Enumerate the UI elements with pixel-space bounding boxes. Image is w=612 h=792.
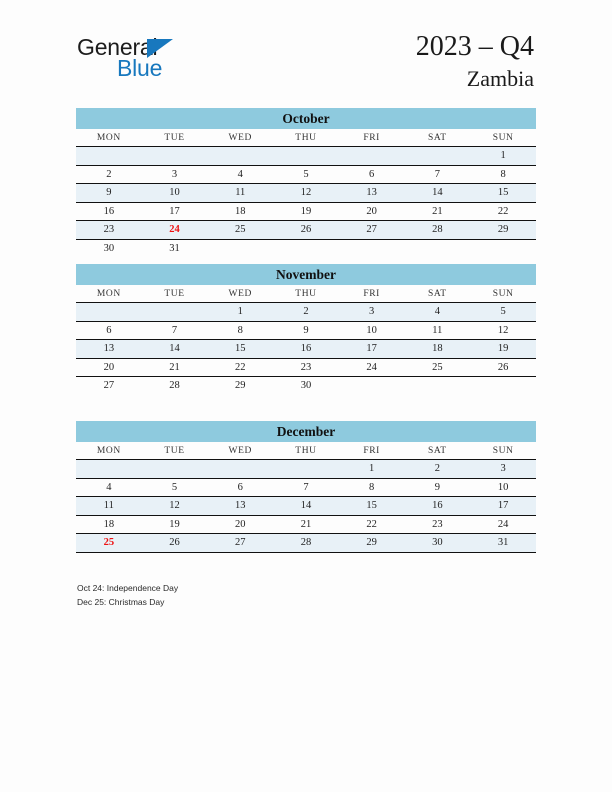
calendar-day-20: 20 (207, 515, 273, 534)
calendar-day-25: 25 (405, 358, 471, 377)
calendar-week-row (76, 340, 536, 359)
weekday-header-sat: SAT (405, 442, 471, 460)
calendar-day-21: 21 (273, 515, 339, 534)
calendar-day-12: 12 (470, 321, 536, 340)
calendar-day-7: 7 (142, 321, 208, 340)
calendar-day-24: 24 (470, 515, 536, 534)
month-title: November (76, 264, 536, 285)
calendar-day-9: 9 (273, 321, 339, 340)
calendar-day-1: 1 (207, 303, 273, 322)
weekday-header-wed: WED (207, 129, 273, 147)
calendar-day-empty (405, 147, 471, 166)
legend-item-0: Oct 24: Independence Day (77, 583, 179, 593)
calendar-day-4: 4 (207, 165, 273, 184)
calendar-day-empty (76, 147, 142, 166)
calendar-day-22: 22 (207, 358, 273, 377)
calendar-day-14: 14 (273, 497, 339, 516)
calendar-table-october (76, 129, 536, 257)
weekday-header-fri: FRI (339, 129, 405, 147)
calendar-day-empty (339, 147, 405, 166)
calendar-day-8: 8 (339, 478, 405, 497)
calendar-day-31: 31 (470, 534, 536, 553)
calendar-day-empty (339, 377, 405, 395)
calendar-week-row (76, 497, 536, 516)
calendar-day-12: 12 (142, 497, 208, 516)
calendar-day-empty (273, 239, 339, 257)
weekday-header-sat: SAT (405, 285, 471, 303)
calendar-day-22: 22 (339, 515, 405, 534)
calendar-day-26: 26 (470, 358, 536, 377)
legend-item-1: Dec 25: Christmas Day (77, 597, 165, 608)
calendar-day-17: 17 (142, 202, 208, 221)
calendar-day-15: 15 (207, 340, 273, 359)
calendar-day-9: 9 (76, 184, 142, 203)
calendar-body (76, 147, 536, 258)
calendar-day-empty (76, 460, 142, 479)
calendar-day-30: 30 (273, 377, 339, 395)
calendar-week-row (76, 534, 536, 553)
calendar-day-31: 31 (142, 239, 208, 257)
weekday-header-tue: TUE (142, 129, 208, 147)
calendar-day-10: 10 (339, 321, 405, 340)
page-subtitle-country: Zambia (466, 65, 534, 91)
calendar-day-6: 6 (207, 478, 273, 497)
calendar-week-row (76, 147, 536, 166)
calendar-day-15: 15 (339, 497, 405, 516)
calendar-day-18: 18 (207, 202, 273, 221)
calendar-day-25: 25 (76, 534, 142, 553)
calendar-week-row (76, 303, 536, 322)
weekday-header-mon: MON (76, 129, 142, 147)
calendar-table-november (76, 285, 536, 395)
calendar-day-empty (142, 303, 208, 322)
calendar-day-19: 19 (142, 515, 208, 534)
calendar-day-17: 17 (339, 340, 405, 359)
calendar-day-empty (273, 147, 339, 166)
calendar-day-empty (76, 303, 142, 322)
weekday-header-sat: SAT (405, 129, 471, 147)
calendar-day-19: 19 (470, 340, 536, 359)
calendar-day-2: 2 (273, 303, 339, 322)
calendar-day-13: 13 (207, 497, 273, 516)
calendar-day-22: 22 (470, 202, 536, 221)
calendar-day-3: 3 (142, 165, 208, 184)
calendar-day-empty (142, 460, 208, 479)
calendar-day-24: 24 (339, 358, 405, 377)
calendar-week-row (76, 377, 536, 395)
calendar-day-8: 8 (207, 321, 273, 340)
calendar-day-6: 6 (76, 321, 142, 340)
calendar-day-27: 27 (207, 534, 273, 553)
calendar-day-empty (470, 377, 536, 395)
calendar-day-30: 30 (76, 239, 142, 257)
page-title-block (416, 32, 534, 91)
weekday-header-thu: THU (273, 285, 339, 303)
calendar-day-27: 27 (76, 377, 142, 395)
weekday-header-wed: WED (207, 442, 273, 460)
calendar-day-empty (405, 239, 471, 257)
page-title: 2023 – Q4 (415, 31, 534, 62)
calendar-day-29: 29 (339, 534, 405, 553)
calendar-day-5: 5 (273, 165, 339, 184)
calendar-day-11: 11 (207, 184, 273, 203)
calendar-day-6: 6 (339, 165, 405, 184)
calendar-day-29: 29 (207, 377, 273, 395)
holiday-legend (77, 581, 178, 609)
calendar-week-row (76, 239, 536, 257)
calendar-day-26: 26 (142, 534, 208, 553)
calendar-day-empty (273, 460, 339, 479)
calendar-week-row (76, 321, 536, 340)
calendar-day-13: 13 (76, 340, 142, 359)
month-title: December (76, 421, 536, 442)
calendar-day-empty (339, 239, 405, 257)
brand-logo (77, 36, 277, 88)
calendar-day-empty (207, 460, 273, 479)
calendar-day-empty (207, 147, 273, 166)
calendar-day-13: 13 (339, 184, 405, 203)
calendar-day-24: 24 (142, 221, 208, 240)
calendar-day-17: 17 (470, 497, 536, 516)
calendar-day-21: 21 (142, 358, 208, 377)
weekday-header-mon: MON (76, 285, 142, 303)
calendar-day-16: 16 (76, 202, 142, 221)
weekday-header-row (76, 442, 536, 460)
weekday-header-row (76, 285, 536, 303)
calendar-week-row (76, 165, 536, 184)
calendar-day-21: 21 (405, 202, 471, 221)
month-title: October (76, 108, 536, 129)
calendar-day-4: 4 (405, 303, 471, 322)
calendar-day-11: 11 (405, 321, 471, 340)
calendar-week-row (76, 358, 536, 377)
calendar-day-3: 3 (339, 303, 405, 322)
calendar-day-29: 29 (470, 221, 536, 240)
calendar-week-row (76, 184, 536, 203)
weekday-header-fri: FRI (339, 442, 405, 460)
weekday-header-fri: FRI (339, 285, 405, 303)
weekday-header-tue: TUE (142, 285, 208, 303)
calendar-day-4: 4 (76, 478, 142, 497)
calendar-day-20: 20 (339, 202, 405, 221)
calendar-day-10: 10 (470, 478, 536, 497)
calendar-day-15: 15 (470, 184, 536, 203)
calendar-day-28: 28 (405, 221, 471, 240)
calendar-day-2: 2 (76, 165, 142, 184)
calendar-day-empty (207, 239, 273, 257)
weekday-header-thu: THU (273, 442, 339, 460)
calendar-day-7: 7 (405, 165, 471, 184)
calendar-day-14: 14 (142, 340, 208, 359)
weekday-header-sun: SUN (470, 442, 536, 460)
weekday-header-row (76, 129, 536, 147)
calendar-day-1: 1 (470, 147, 536, 166)
calendar-week-row (76, 515, 536, 534)
calendar-day-empty (405, 377, 471, 395)
month-block-october (76, 108, 536, 257)
calendar-day-11: 11 (76, 497, 142, 516)
calendar-day-23: 23 (405, 515, 471, 534)
brand-name-blue: Blue (117, 55, 163, 81)
calendar-day-7: 7 (273, 478, 339, 497)
calendar-day-27: 27 (339, 221, 405, 240)
weekday-header-thu: THU (273, 129, 339, 147)
calendar-day-14: 14 (405, 184, 471, 203)
weekday-header-sun: SUN (470, 129, 536, 147)
calendar-day-23: 23 (76, 221, 142, 240)
calendar-table-december (76, 442, 536, 553)
calendar-day-2: 2 (405, 460, 471, 479)
month-block-december (76, 421, 536, 553)
brand-name-general: General (77, 34, 158, 60)
calendar-day-25: 25 (207, 221, 273, 240)
calendar-day-12: 12 (273, 184, 339, 203)
calendar-day-5: 5 (142, 478, 208, 497)
calendar-day-8: 8 (470, 165, 536, 184)
calendar-day-1: 1 (339, 460, 405, 479)
calendar-week-row (76, 202, 536, 221)
calendar-day-28: 28 (273, 534, 339, 553)
calendar-day-16: 16 (273, 340, 339, 359)
calendar-day-26: 26 (273, 221, 339, 240)
weekday-header-wed: WED (207, 285, 273, 303)
calendar-week-row (76, 460, 536, 479)
calendar-body (76, 460, 536, 553)
calendar-day-30: 30 (405, 534, 471, 553)
page-header (0, 0, 612, 100)
month-block-november (76, 264, 536, 395)
calendar-day-3: 3 (470, 460, 536, 479)
calendar-day-10: 10 (142, 184, 208, 203)
weekday-header-mon: MON (76, 442, 142, 460)
calendar-day-18: 18 (405, 340, 471, 359)
calendar-day-empty (142, 147, 208, 166)
calendar-week-row (76, 221, 536, 240)
weekday-header-sun: SUN (470, 285, 536, 303)
calendar-body (76, 303, 536, 395)
weekday-header-tue: TUE (142, 442, 208, 460)
calendar-day-20: 20 (76, 358, 142, 377)
calendar-day-28: 28 (142, 377, 208, 395)
calendar-day-9: 9 (405, 478, 471, 497)
calendar-day-19: 19 (273, 202, 339, 221)
calendar-week-row (76, 478, 536, 497)
calendar-day-5: 5 (470, 303, 536, 322)
calendar-day-23: 23 (273, 358, 339, 377)
calendar-day-18: 18 (76, 515, 142, 534)
calendar-day-empty (470, 239, 536, 257)
calendar-day-16: 16 (405, 497, 471, 516)
